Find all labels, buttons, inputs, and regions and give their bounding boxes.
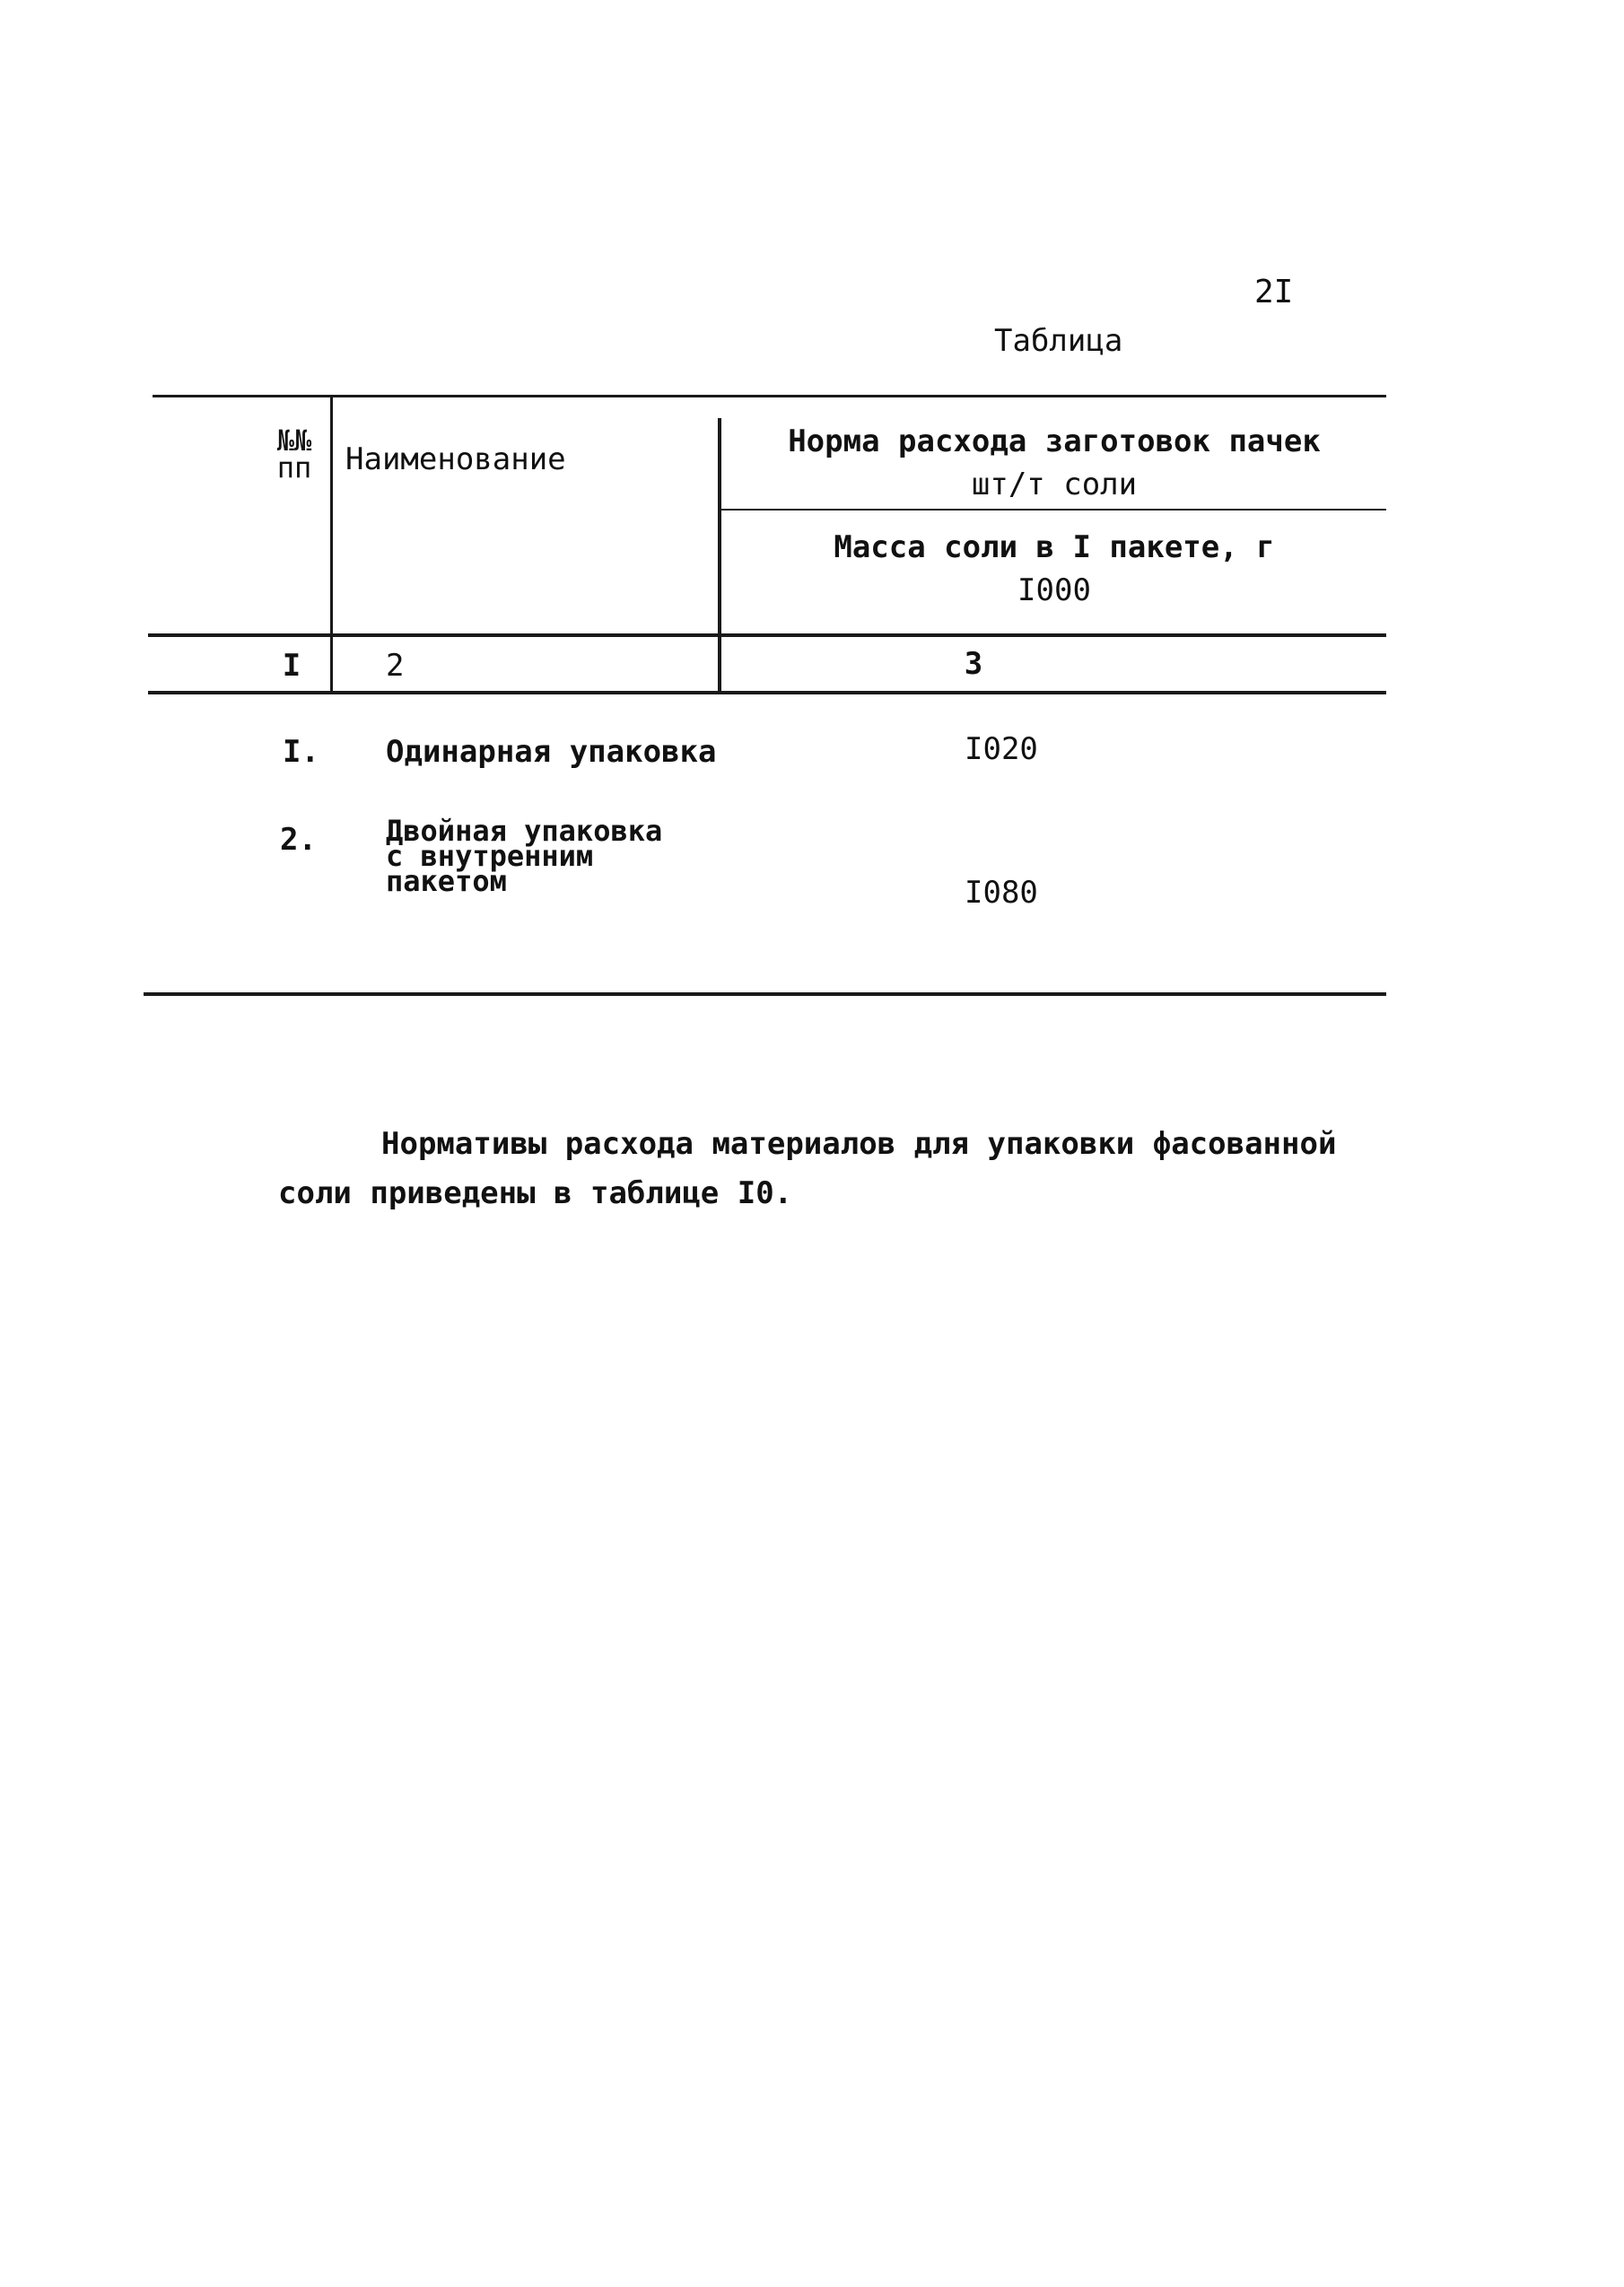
- header-norm-text: Норма расхода заготовок пачек: [788, 423, 1321, 459]
- paragraph-line-1: Нормативы расхода материалов для упаковки фасованной: [381, 1126, 1337, 1162]
- row-1-num: I.: [283, 734, 319, 770]
- header-name-col: Наименование: [345, 441, 566, 477]
- page-number: 2I: [1254, 274, 1294, 310]
- table-top-border: [153, 395, 1386, 397]
- row-1-value: I020: [965, 731, 1038, 767]
- row-2-num: 2.: [280, 822, 317, 858]
- header-subdivider: [718, 509, 1386, 511]
- row-2-name: Двойная упаковка с внутренним пакетом: [386, 814, 663, 898]
- header-mass-line1: [722, 529, 1386, 565]
- header-num-col: №№ пп: [276, 423, 312, 484]
- table-bottom-border: [144, 992, 1386, 996]
- col-divider-2: [718, 418, 721, 694]
- header-mass-line2: I000: [1017, 572, 1091, 608]
- header-norm-line2: шт/т соли: [971, 467, 1138, 502]
- col-numbers-bottom-border: [148, 691, 1386, 694]
- header-bottom-border: [148, 633, 1386, 637]
- row-2-value: I080: [965, 875, 1038, 911]
- table-label: Таблица: [994, 323, 1123, 359]
- row-1-name: Одинарная упаковка: [386, 734, 717, 770]
- col-divider-1: [330, 395, 333, 694]
- header-norm-line1: [722, 423, 1386, 459]
- col-number-2: 2: [386, 648, 405, 684]
- paragraph-line-2: соли приведены в таблице I0.: [278, 1175, 793, 1211]
- col-number-3: 3: [964, 646, 983, 682]
- header-mass-text: Масса соли в I пакете, г: [834, 529, 1275, 565]
- col-number-1: I: [282, 648, 301, 684]
